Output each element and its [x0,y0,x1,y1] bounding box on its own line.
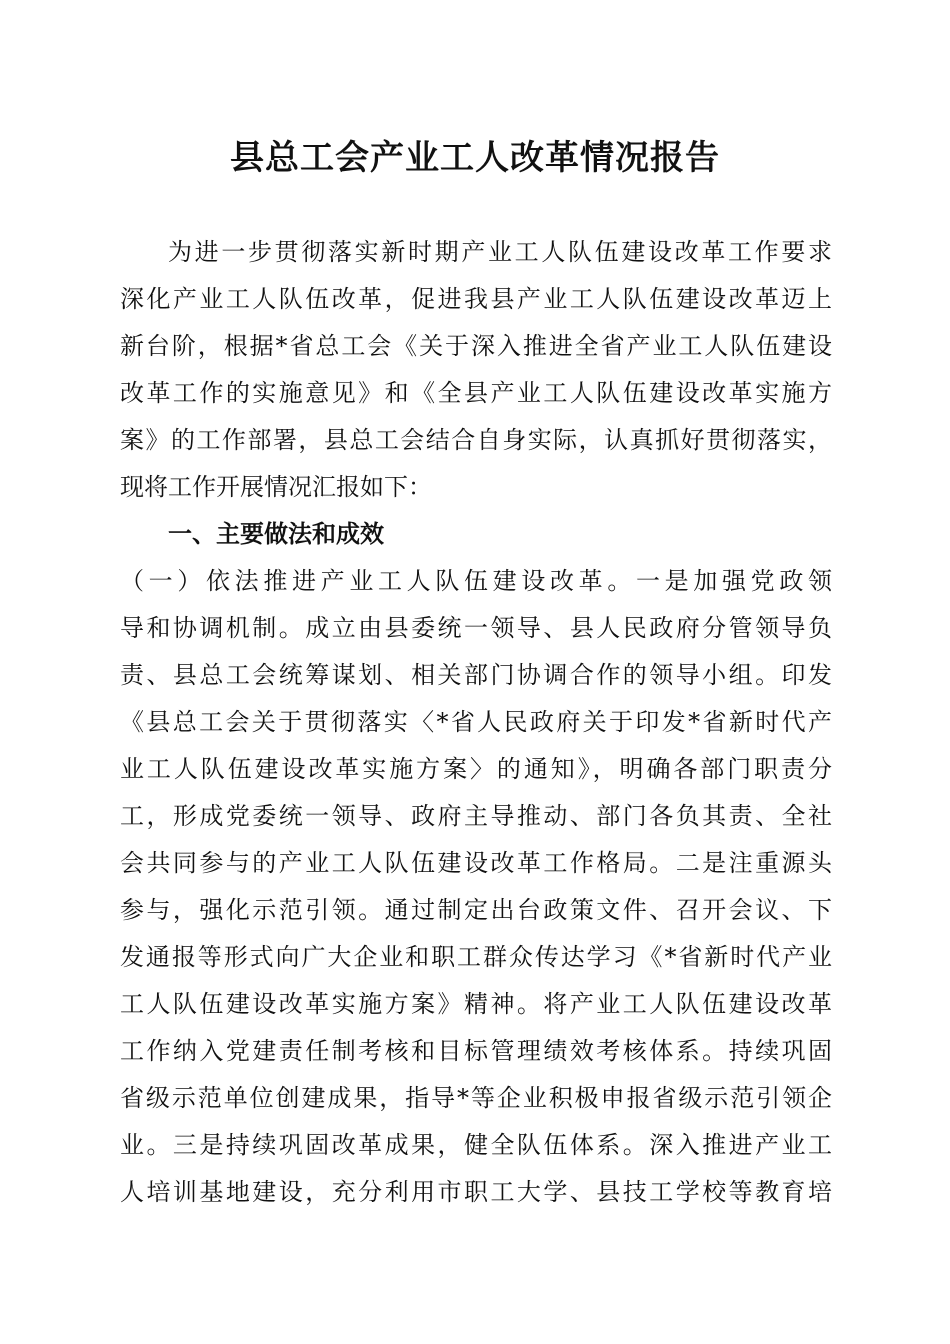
paragraph-line: 案》的工作部署，县总工会结合自身实际，认真抓好贯彻落实， [120,426,832,454]
paragraph-line: 省级示范单位创建成果，指导*等企业积极申报省级示范引领企 [120,1084,832,1112]
document-title: 县总工会产业工人改革情况报告 [230,138,720,178]
paragraph-line: 《县总工会关于贯彻落实〈*省人民政府关于印发*省新时代产 [120,708,832,736]
paragraph-line: 改革工作的实施意见》和《全县产业工人队伍建设改革实施方 [120,379,832,407]
paragraph-line: 责、县总工会统筹谋划、相关部门协调合作的领导小组。印发 [120,661,832,689]
paragraph-line: 业工人队伍建设改革实施方案〉的通知》，明确各部门职责分 [120,755,832,783]
paragraph-line: 发通报等形式向广大企业和职工群众传达学习《*省新时代产业 [120,943,832,971]
section-heading: 一、主要做法和成效 [168,520,384,548]
paragraph-line: 业。三是持续巩固改革成果，健全队伍体系。深入推进产业工 [120,1131,832,1159]
paragraph-line: 工，形成党委统一领导、政府主导推动、部门各负其责、全社 [120,802,832,830]
paragraph-line: 导和协调机制。成立由县委统一领导、县人民政府分管领导负 [120,614,832,642]
paragraph-line: 现将工作开展情况汇报如下： [120,473,432,501]
paragraph-line: 新台阶，根据*省总工会《关于深入推进全省产业工人队伍建设 [120,332,832,360]
paragraph-line: 会共同参与的产业工人队伍建设改革工作格局。二是注重源头 [120,849,832,877]
paragraph-line: 工作纳入党建责任制考核和目标管理绩效考核体系。持续巩固 [120,1037,832,1065]
paragraph-line: 参与，强化示范引领。通过制定出台政策文件、召开会议、下 [120,896,832,924]
paragraph-line: （一）依法推进产业工人队伍建设改革。一是加强党政领 [120,567,832,595]
paragraph-line: 人培训基地建设，充分利用市职工大学、县技工学校等教育培 [120,1178,832,1206]
document-body [120,232,832,1219]
paragraph-line: 为进一步贯彻落实新时期产业工人队伍建设改革工作要求 [168,238,832,266]
paragraph-line: 深化产业工人队伍改革，促进我县产业工人队伍建设改革迈上 [120,285,832,313]
paragraph-line: 工人队伍建设改革实施方案》精神。将产业工人队伍建设改革 [120,990,832,1018]
